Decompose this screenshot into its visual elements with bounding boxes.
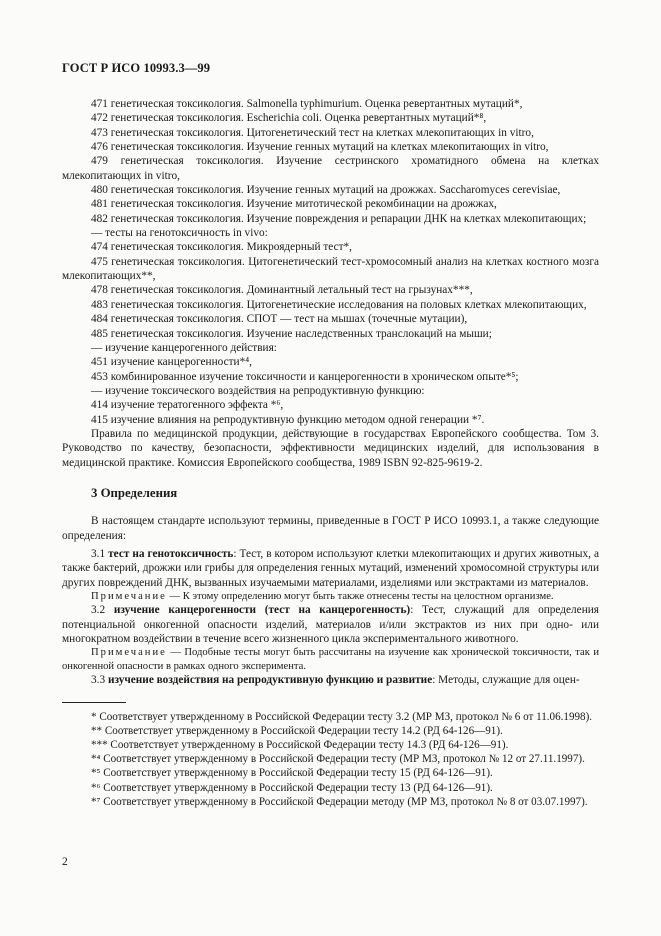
definition-number: 3.3 <box>91 674 106 687</box>
definition-3-3 <box>62 673 599 687</box>
page-header: ГОСТ Р ИСО 10993.3—99 <box>62 61 211 75</box>
list-item: — изучение токсического воздействия на репродуктивную функцию: <box>91 384 425 397</box>
footnote: * Соответствует утвержденному в Российской Федерации тесту 3.2 (МР МЗ, протокол № 6 от 11.06.1998). <box>91 710 593 723</box>
list-item: 451 изучение канцерогенности*⁴, <box>91 356 252 369</box>
list-item: 484 генетическая токсикология. СПОТ — тест на мышах (точечные мутации), <box>91 313 468 326</box>
note-text: — К этому определению могут быть также отнесены тесты на целостном организме. <box>166 591 554 602</box>
list-item: — тесты на генотоксичность in vivo: <box>91 227 268 240</box>
definition-3-2 <box>62 603 599 646</box>
definition-term: изучение канцерогенности (тест на канцерогенность) <box>113 604 411 617</box>
definition-term: изучение воздействия на репродуктивную функцию и развитие <box>107 674 433 687</box>
list-item: 415 изучение влияния на репродуктивную функцию методом одной генерации *⁷. <box>91 413 485 426</box>
definition-number: 3.1 <box>91 547 106 560</box>
note-text: — Подобные тесты могут быть рассчитаны на изучение как хронической токсичности, так и онкогенной опасности в рамках одного эксперимента. <box>62 647 599 672</box>
footnote: ** Соответствует утвержденному в Российской Федерации тесту 14.2 (РД 64-126—91). <box>91 724 503 737</box>
list-item: 474 генетическая токсикология. Микроядерный тест*, <box>91 241 353 254</box>
definition-3-1 <box>62 547 599 590</box>
intro-paragraph: В настоящем стандарте используют термины, приведенные в ГОСТ Р ИСО 10993.1, а также следующие определения: <box>62 515 599 542</box>
footnote: *** Соответствует утвержденному в Российской Федерации тесту 14.3 (РД 64-126—91). <box>91 739 509 751</box>
list-item: 478 генетическая токсикология. Доминантный летальный тест на грызунах***, <box>91 284 473 297</box>
reference-paragraph: Правила по медицинской продукции, действующие в государствах Европейского сообщества. Том 3. Руководство по качеству, безопасности, эффективности медицинских изделий, для использования в медицинской практике. Комиссия Европейского сообщества, 1989 ISBN 92-825-9619-2. <box>62 427 599 469</box>
list-item: 475 генетическая токсикология. Цитогенетический тест-хромосомный анализ на клетках костного мозга млекопитающих**, <box>62 255 599 283</box>
test-list <box>62 97 599 470</box>
footnote: *⁴ Соответствует утвержденному в Российской Федерации тесту (МР МЗ, протокол № 12 от 27.11.1997). <box>91 753 585 766</box>
list-item: 479 генетическая токсикология. Изучение сестринского хроматидного обмена на клетках млекопитающих in vitro, <box>62 155 599 182</box>
definition-text: : Тест, в котором используют клетки млекопитающих и других животных, а также бактерий, дрожжи или грибы для определения генных мутаций, изменений хромосомной структуры или других повреждений ДНК, вызванных изучаемыми материалами, изделиями или экстрактами из материалов. <box>62 547 599 589</box>
footnotes <box>62 710 599 809</box>
definition-term: тест на генотоксичность <box>108 547 234 560</box>
definition-text: : Методы, служащие для оцен- <box>432 674 580 687</box>
list-item: 482 генетическая токсикология. Изучение повреждения и репарации ДНК на клетках млекопитающих; <box>91 212 587 225</box>
note-paragraph <box>62 590 599 603</box>
list-item: 472 генетическая токсикология. Escherichia coli. Оценка ревертантных мутаций*⁸, <box>91 112 487 125</box>
list-item: 471 генетическая токсикология. Salmonella typhimurium. Оценка ревертантных мутаций*, <box>91 98 523 110</box>
list-item: 480 генетическая токсикология. Изучение генных мутаций на дрожжах. Saccharomyces cerevisiae, <box>91 184 561 197</box>
section-title: 3 Определения <box>91 485 178 500</box>
list-item: 453 комбинированное изучение токсичности и канцерогенности в хроническом опыте*⁵; <box>91 370 519 383</box>
note-label: Примечание <box>91 591 167 602</box>
list-item: 414 изучение тератогенного эффекта *⁶, <box>91 399 284 412</box>
footnote-separator <box>62 702 126 703</box>
definition-number: 3.2 <box>91 604 106 617</box>
page-number: 2 <box>62 856 68 868</box>
list-item: 485 генетическая токсикология. Изучение наследственных транслокаций на мыши; <box>91 327 492 340</box>
note-label: Примечание <box>91 647 167 659</box>
list-item: 473 генетическая токсикология. Цитогенетический тест на клетках млекопитающих in vitro, <box>91 126 534 139</box>
footnote: *⁵ Соответствует утвержденному в Российской Федерации тесту 15 (РД 64-126—91). <box>91 767 493 780</box>
page-body <box>62 97 599 809</box>
list-item: 476 генетическая токсикология. Изучение генных мутаций на клетках млекопитающих in vitro, <box>91 141 549 154</box>
definition-text: : Тест, служащий для определения потенциальной онкогенной опасности изделий, материалов и/или экстрактов из них при одно- или многократном воздействии в течение всего жизненного цикла экспериментального животного. <box>62 604 599 646</box>
footnote: *⁶ Соответствует утвержденному в Российской Федерации тесту 13 (РД 64-126—91). <box>91 781 493 794</box>
list-item: — изучение канцерогенного действия: <box>91 341 277 354</box>
note-paragraph <box>62 646 599 673</box>
list-item: 481 генетическая токсикология. Изучение митотической рекомбинации на дрожжах, <box>91 198 497 211</box>
list-item: 483 генетическая токсикология. Цитогенетические исследования на половых клетках млекопитающих, <box>91 298 587 311</box>
footnote: *⁷ Соответствует утвержденному в Российской Федерации методу (МР МЗ, протокол № 8 от 03.07.1997). <box>91 795 588 808</box>
